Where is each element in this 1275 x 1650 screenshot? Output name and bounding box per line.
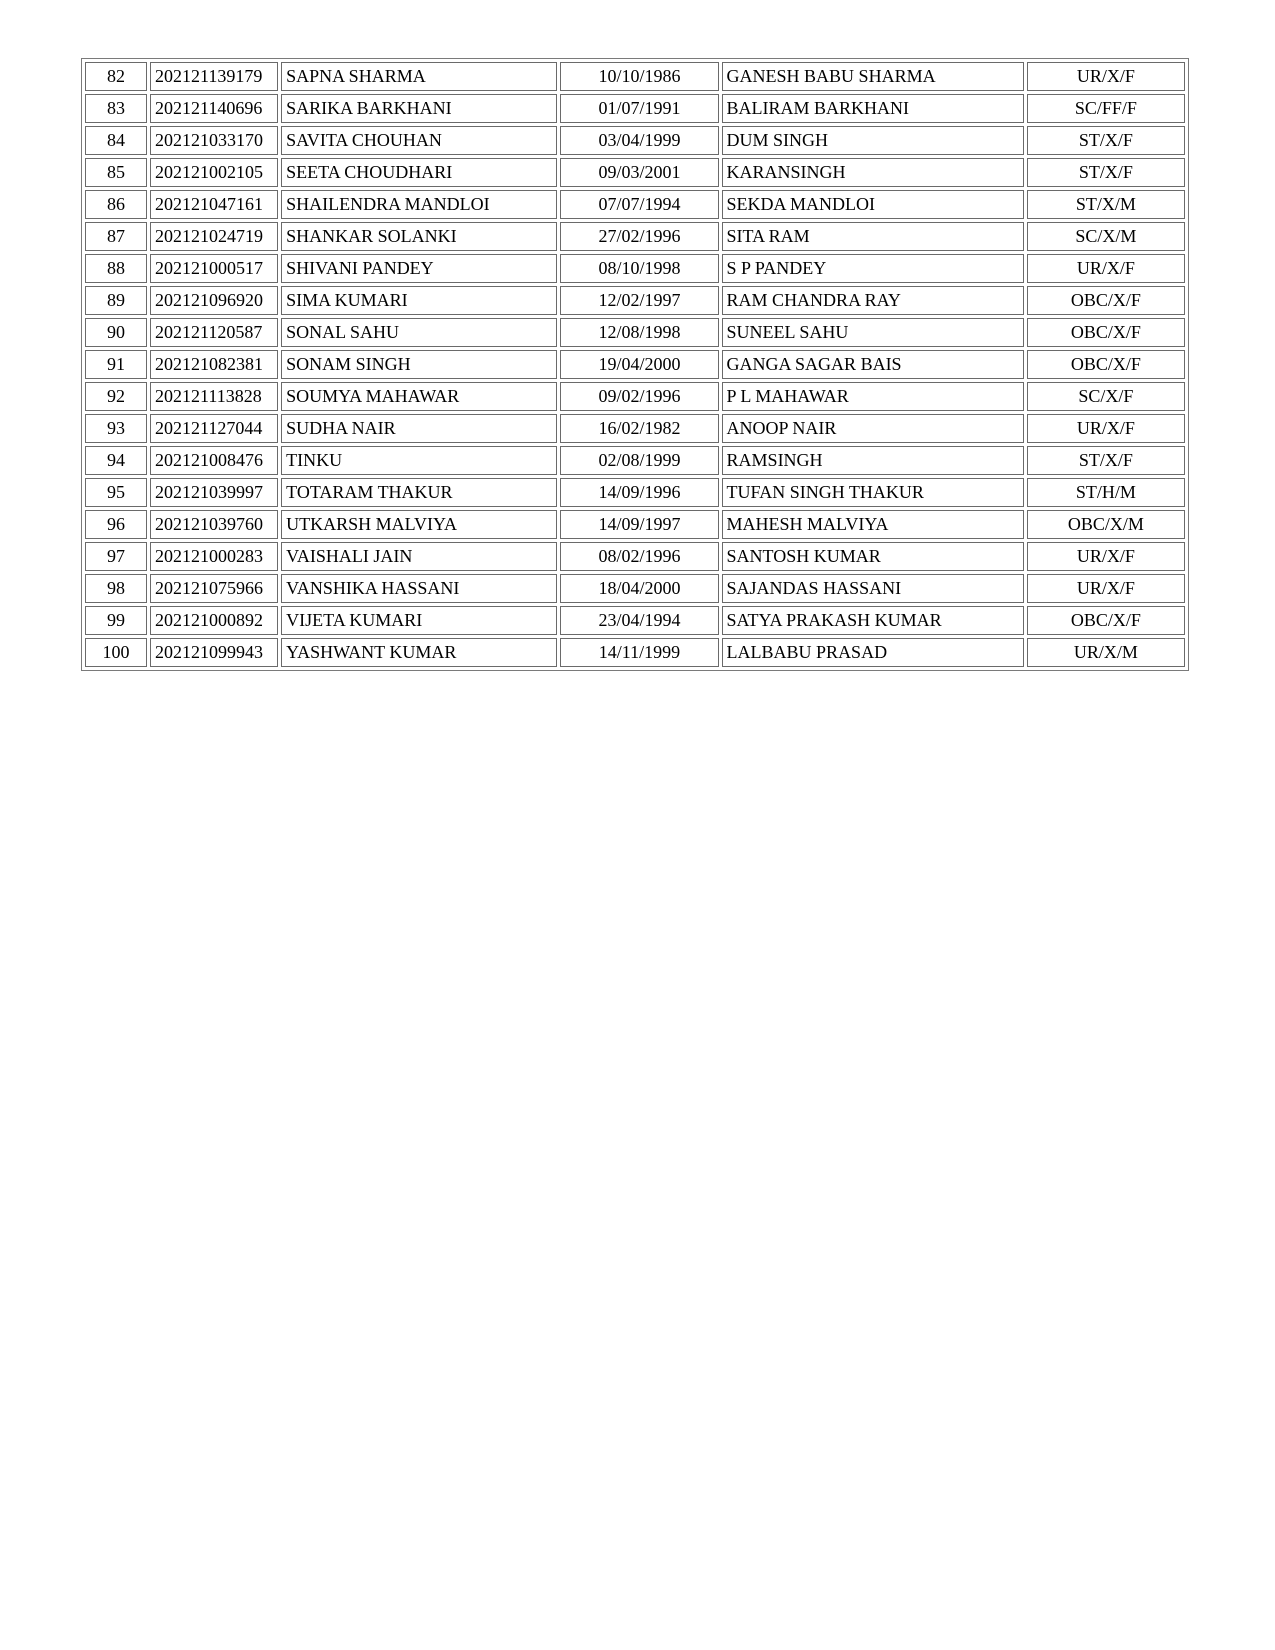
candidate-list-table	[81, 58, 1189, 671]
category-cell: UR/X/F	[1027, 574, 1185, 603]
father-name-cell: KARANSINGH	[722, 158, 1024, 187]
table-row	[85, 446, 1185, 475]
serial-number-cell: 94	[85, 446, 147, 475]
roll-number-cell: 202121096920	[150, 286, 278, 315]
father-name-cell: SUNEEL SAHU	[722, 318, 1024, 347]
date-of-birth-cell: 12/08/1998	[560, 318, 718, 347]
table-row	[85, 286, 1185, 315]
father-name-cell: BALIRAM BARKHANI	[722, 94, 1024, 123]
table-row	[85, 126, 1185, 155]
category-cell: OBC/X/F	[1027, 286, 1185, 315]
category-cell: OBC/X/F	[1027, 606, 1185, 635]
date-of-birth-cell: 27/02/1996	[560, 222, 718, 251]
serial-number-cell: 96	[85, 510, 147, 539]
father-name-cell: SITA RAM	[722, 222, 1024, 251]
father-name-cell: SANTOSH KUMAR	[722, 542, 1024, 571]
father-name-cell: SATYA PRAKASH KUMAR	[722, 606, 1024, 635]
category-cell: OBC/X/F	[1027, 350, 1185, 379]
roll-number-cell: 202121140696	[150, 94, 278, 123]
serial-number-cell: 98	[85, 574, 147, 603]
category-cell: OBC/X/M	[1027, 510, 1185, 539]
date-of-birth-cell: 18/04/2000	[560, 574, 718, 603]
serial-number-cell: 89	[85, 286, 147, 315]
date-of-birth-cell: 09/02/1996	[560, 382, 718, 411]
serial-number-cell: 82	[85, 62, 147, 91]
roll-number-cell: 202121099943	[150, 638, 278, 667]
father-name-cell: SAJANDAS HASSANI	[722, 574, 1024, 603]
serial-number-cell: 92	[85, 382, 147, 411]
category-cell: ST/X/F	[1027, 126, 1185, 155]
father-name-cell: LALBABU PRASAD	[722, 638, 1024, 667]
father-name-cell: S P PANDEY	[722, 254, 1024, 283]
father-name-cell: MAHESH MALVIYA	[722, 510, 1024, 539]
serial-number-cell: 84	[85, 126, 147, 155]
candidate-name-cell: SHANKAR SOLANKI	[281, 222, 557, 251]
serial-number-cell: 85	[85, 158, 147, 187]
table-body	[85, 62, 1185, 667]
category-cell: SC/X/F	[1027, 382, 1185, 411]
candidate-name-cell: VAISHALI JAIN	[281, 542, 557, 571]
father-name-cell: GANGA SAGAR BAIS	[722, 350, 1024, 379]
date-of-birth-cell: 19/04/2000	[560, 350, 718, 379]
table-row	[85, 190, 1185, 219]
table-row	[85, 350, 1185, 379]
date-of-birth-cell: 23/04/1994	[560, 606, 718, 635]
candidate-name-cell: SAPNA SHARMA	[281, 62, 557, 91]
table-row	[85, 222, 1185, 251]
serial-number-cell: 90	[85, 318, 147, 347]
serial-number-cell: 91	[85, 350, 147, 379]
date-of-birth-cell: 01/07/1991	[560, 94, 718, 123]
father-name-cell: DUM SINGH	[722, 126, 1024, 155]
category-cell: UR/X/F	[1027, 542, 1185, 571]
category-cell: ST/X/F	[1027, 446, 1185, 475]
table-row	[85, 158, 1185, 187]
date-of-birth-cell: 12/02/1997	[560, 286, 718, 315]
date-of-birth-cell: 14/11/1999	[560, 638, 718, 667]
candidate-name-cell: UTKARSH MALVIYA	[281, 510, 557, 539]
roll-number-cell: 202121000517	[150, 254, 278, 283]
roll-number-cell: 202121002105	[150, 158, 278, 187]
roll-number-cell: 202121075966	[150, 574, 278, 603]
candidate-name-cell: SHAILENDRA MANDLOI	[281, 190, 557, 219]
category-cell: UR/X/M	[1027, 638, 1185, 667]
table-row	[85, 414, 1185, 443]
table-row	[85, 478, 1185, 507]
father-name-cell: TUFAN SINGH THAKUR	[722, 478, 1024, 507]
father-name-cell: P L MAHAWAR	[722, 382, 1024, 411]
candidate-name-cell: SAVITA CHOUHAN	[281, 126, 557, 155]
candidate-name-cell: SOUMYA MAHAWAR	[281, 382, 557, 411]
category-cell: UR/X/F	[1027, 254, 1185, 283]
date-of-birth-cell: 14/09/1997	[560, 510, 718, 539]
date-of-birth-cell: 03/04/1999	[560, 126, 718, 155]
serial-number-cell: 83	[85, 94, 147, 123]
table-row	[85, 542, 1185, 571]
serial-number-cell: 99	[85, 606, 147, 635]
roll-number-cell: 202121039760	[150, 510, 278, 539]
father-name-cell: RAMSINGH	[722, 446, 1024, 475]
roll-number-cell: 202121113828	[150, 382, 278, 411]
father-name-cell: RAM CHANDRA RAY	[722, 286, 1024, 315]
date-of-birth-cell: 02/08/1999	[560, 446, 718, 475]
candidate-name-cell: TOTARAM THAKUR	[281, 478, 557, 507]
category-cell: UR/X/F	[1027, 62, 1185, 91]
candidate-name-cell: YASHWANT KUMAR	[281, 638, 557, 667]
roll-number-cell: 202121008476	[150, 446, 278, 475]
serial-number-cell: 100	[85, 638, 147, 667]
serial-number-cell: 97	[85, 542, 147, 571]
father-name-cell: GANESH BABU SHARMA	[722, 62, 1024, 91]
candidate-name-cell: SHIVANI PANDEY	[281, 254, 557, 283]
roll-number-cell: 202121127044	[150, 414, 278, 443]
table-row	[85, 382, 1185, 411]
table-row	[85, 254, 1185, 283]
serial-number-cell: 93	[85, 414, 147, 443]
roll-number-cell: 202121000283	[150, 542, 278, 571]
roll-number-cell: 202121033170	[150, 126, 278, 155]
serial-number-cell: 95	[85, 478, 147, 507]
candidate-name-cell: SUDHA NAIR	[281, 414, 557, 443]
date-of-birth-cell: 16/02/1982	[560, 414, 718, 443]
date-of-birth-cell: 09/03/2001	[560, 158, 718, 187]
category-cell: ST/X/M	[1027, 190, 1185, 219]
roll-number-cell: 202121082381	[150, 350, 278, 379]
date-of-birth-cell: 14/09/1996	[560, 478, 718, 507]
candidate-name-cell: SARIKA BARKHANI	[281, 94, 557, 123]
candidate-name-cell: SEETA CHOUDHARI	[281, 158, 557, 187]
candidate-name-cell: VANSHIKA HASSANI	[281, 574, 557, 603]
roll-number-cell: 202121000892	[150, 606, 278, 635]
roll-number-cell: 202121024719	[150, 222, 278, 251]
table-row	[85, 94, 1185, 123]
roll-number-cell: 202121047161	[150, 190, 278, 219]
candidate-name-cell: SONAM SINGH	[281, 350, 557, 379]
roll-number-cell: 202121139179	[150, 62, 278, 91]
father-name-cell: ANOOP NAIR	[722, 414, 1024, 443]
serial-number-cell: 87	[85, 222, 147, 251]
date-of-birth-cell: 10/10/1986	[560, 62, 718, 91]
table-row	[85, 574, 1185, 603]
roll-number-cell: 202121039997	[150, 478, 278, 507]
category-cell: ST/X/F	[1027, 158, 1185, 187]
category-cell: OBC/X/F	[1027, 318, 1185, 347]
date-of-birth-cell: 08/02/1996	[560, 542, 718, 571]
table-row	[85, 638, 1185, 667]
candidate-name-cell: VIJETA KUMARI	[281, 606, 557, 635]
table-row	[85, 318, 1185, 347]
category-cell: UR/X/F	[1027, 414, 1185, 443]
table-row	[85, 606, 1185, 635]
serial-number-cell: 86	[85, 190, 147, 219]
candidate-name-cell: TINKU	[281, 446, 557, 475]
category-cell: SC/FF/F	[1027, 94, 1185, 123]
category-cell: SC/X/M	[1027, 222, 1185, 251]
category-cell: ST/H/M	[1027, 478, 1185, 507]
candidate-name-cell: SIMA KUMARI	[281, 286, 557, 315]
table-row	[85, 62, 1185, 91]
father-name-cell: SEKDA MANDLOI	[722, 190, 1024, 219]
candidate-name-cell: SONAL SAHU	[281, 318, 557, 347]
date-of-birth-cell: 07/07/1994	[560, 190, 718, 219]
roll-number-cell: 202121120587	[150, 318, 278, 347]
table-row	[85, 510, 1185, 539]
serial-number-cell: 88	[85, 254, 147, 283]
date-of-birth-cell: 08/10/1998	[560, 254, 718, 283]
